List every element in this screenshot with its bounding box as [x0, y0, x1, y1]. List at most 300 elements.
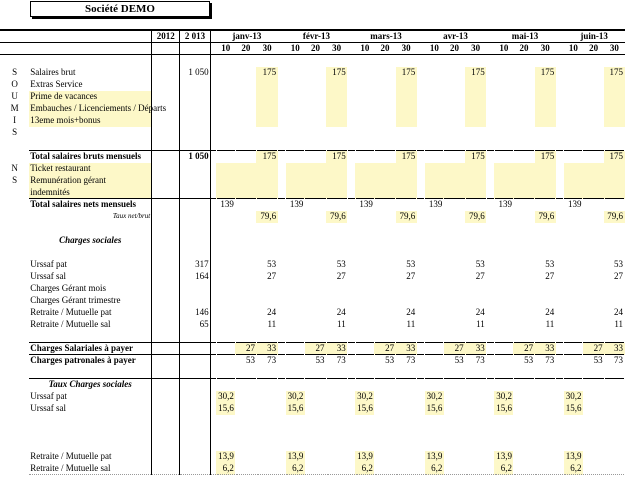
row-ticket-m2-d10[interactable]: [286, 163, 305, 175]
blank-row-m4-d30[interactable]: [465, 415, 486, 427]
row-urssaf-pat-m4-d20[interactable]: [444, 259, 465, 271]
blank-row-m5-d10[interactable]: [494, 247, 513, 259]
spacer[interactable]: [417, 55, 425, 67]
row-charges-heading-m3-d30[interactable]: [396, 235, 417, 247]
spacer[interactable]: [278, 151, 286, 163]
row-taux-retraite-pat-m3-d20[interactable]: [374, 451, 395, 463]
row-taux-urssaf-sal-m3-d10[interactable]: 15,6: [357, 403, 373, 413]
spacer[interactable]: [486, 403, 494, 415]
cell-2013[interactable]: [180, 379, 210, 391]
row-urssaf-pat-m6-d30[interactable]: 53: [604, 259, 624, 271]
row-patronales-m4-d20[interactable]: 53: [444, 355, 465, 367]
row-gerant-mois-m6-d30[interactable]: [604, 283, 624, 295]
cell-2012[interactable]: [152, 391, 180, 403]
row-indemnites-m2-d20[interactable]: [305, 187, 326, 199]
row-patronales-m3-d10[interactable]: [355, 355, 374, 367]
blank-row-m2-d20[interactable]: [305, 223, 326, 235]
row-ticket-m5-d10[interactable]: [494, 163, 513, 175]
row-taux-urssaf-sal-m3-d30[interactable]: [396, 403, 417, 415]
row-total-bruts-m1-d30[interactable]: 175: [256, 151, 277, 163]
row-extras-m2-d10[interactable]: [286, 79, 305, 91]
spacer[interactable]: [278, 403, 286, 415]
blank-row-m2-d30[interactable]: [326, 439, 347, 451]
row-indemnites-m5-d30[interactable]: [535, 187, 556, 199]
row-retraite-pat-m3-d20[interactable]: [374, 307, 395, 319]
spacer[interactable]: [417, 343, 425, 355]
blank-row-m3-d10[interactable]: [355, 139, 374, 151]
row-urssaf-pat-m6-d20[interactable]: [583, 259, 604, 271]
row-taux-retraite-sal-m5-d10[interactable]: 6,2: [494, 463, 513, 475]
row-salariales-m4-d20[interactable]: 27: [444, 343, 465, 355]
cell-2012[interactable]: [152, 211, 180, 223]
row-ticket-m5-d30[interactable]: [535, 163, 556, 175]
row-taux-urssaf-sal-m6-d20[interactable]: [583, 403, 604, 415]
row-taux-heading-m4-d30[interactable]: [465, 379, 486, 391]
cell-2012[interactable]: [152, 439, 180, 451]
blank-row-m6-d20[interactable]: [583, 439, 604, 451]
row-retraite-sal-m2-d20[interactable]: [305, 319, 326, 331]
side-label[interactable]: [1, 271, 29, 283]
row-ticket-m6-d10[interactable]: [564, 163, 583, 175]
blank-row-m6-d20[interactable]: [583, 427, 604, 439]
row-total-bruts-m2-d30[interactable]: 175: [326, 151, 347, 163]
row-ticket-m3-d30[interactable]: [396, 163, 417, 175]
row-salariales-m2-d10[interactable]: [286, 343, 305, 355]
row-prime-m3-d10[interactable]: [355, 91, 374, 103]
spacer[interactable]: [347, 211, 355, 223]
row-salariales-m4-d30[interactable]: 33: [465, 343, 486, 355]
side-label[interactable]: [1, 343, 29, 355]
spacer[interactable]: [347, 331, 355, 343]
cell-2013[interactable]: [180, 463, 210, 475]
blank-row-m3-d30[interactable]: [396, 427, 417, 439]
cell-2013[interactable]: [180, 343, 210, 355]
row-total-bruts-m5-d30[interactable]: 175: [535, 151, 556, 163]
row-blank-s-m1-d20[interactable]: [235, 127, 256, 139]
cell-2013[interactable]: 1 050: [180, 67, 210, 79]
spacer[interactable]: [556, 439, 564, 451]
blank-row-m5-d10[interactable]: [494, 55, 513, 67]
row-urssaf-sal-m4-d20[interactable]: [444, 271, 465, 283]
spacer[interactable]: [556, 127, 564, 139]
blank-row-m3-d20[interactable]: [374, 415, 395, 427]
row-label[interactable]: Urssaf pat: [29, 259, 152, 271]
row-indemnites-m1-d30[interactable]: [256, 187, 277, 199]
blank-row-m5-d20[interactable]: [513, 223, 534, 235]
spacer[interactable]: [556, 91, 564, 103]
spacer[interactable]: [556, 391, 564, 403]
spacer[interactable]: [347, 427, 355, 439]
blank-row-m1-d20[interactable]: [235, 439, 256, 451]
side-label[interactable]: M: [10, 103, 19, 113]
spacer[interactable]: [347, 67, 355, 79]
row-total-bruts-m4-d30[interactable]: 175: [465, 151, 486, 163]
blank-row-m6-d10[interactable]: [564, 223, 583, 235]
row-urssaf-pat-m5-d30[interactable]: 53: [535, 259, 556, 271]
row-taux-net-m5-d20[interactable]: [513, 211, 534, 223]
row-total-bruts-m2-d20[interactable]: [305, 151, 326, 163]
blank-row-m5-d30[interactable]: [535, 223, 556, 235]
spacer[interactable]: [347, 127, 355, 139]
row-patronales-m1-d10[interactable]: [216, 355, 235, 367]
cell-2013[interactable]: 1 050: [180, 151, 210, 163]
row-salaires-brut-m2-d10[interactable]: [286, 67, 305, 79]
spacer[interactable]: [347, 307, 355, 319]
spacer[interactable]: [417, 127, 425, 139]
blank-row-m5-d30[interactable]: [535, 331, 556, 343]
blank-row-m1-d30[interactable]: [256, 415, 277, 427]
row-retraite-sal-m1-d10[interactable]: [216, 319, 235, 331]
row-charges-heading-m6-d30[interactable]: [604, 235, 624, 247]
spacer[interactable]: [347, 151, 355, 163]
row-retraite-pat-m4-d20[interactable]: [444, 307, 465, 319]
row-label[interactable]: [29, 247, 152, 259]
spacer[interactable]: [347, 463, 355, 475]
row-label[interactable]: [29, 139, 152, 151]
row-total-nets-m6-d20[interactable]: [583, 199, 604, 211]
row-gerant-trim-m4-d20[interactable]: [444, 295, 465, 307]
blank-row-m4-d10[interactable]: [425, 415, 444, 427]
blank-row-m4-d20[interactable]: [444, 139, 465, 151]
row-gerant-trim-m6-d20[interactable]: [583, 295, 604, 307]
blank-row-m6-d20[interactable]: [583, 247, 604, 259]
spacer[interactable]: [278, 187, 286, 199]
row-salaires-brut-m5-d30[interactable]: 175: [535, 67, 556, 79]
row-patronales-m1-d20[interactable]: 53: [235, 355, 256, 367]
row-blank-s-m1-d30[interactable]: [256, 127, 277, 139]
row-gerant-mois-m1-d20[interactable]: [235, 283, 256, 295]
spacer[interactable]: [347, 451, 355, 463]
row-urssaf-sal-m1-d20[interactable]: [235, 271, 256, 283]
spacer[interactable]: [278, 79, 286, 91]
row-label[interactable]: Taux Charges sociales: [29, 379, 152, 391]
row-total-bruts-m1-d10[interactable]: [216, 151, 235, 163]
row-taux-retraite-pat-m6-d30[interactable]: [604, 451, 624, 463]
cell-2013[interactable]: [180, 247, 210, 259]
spacer[interactable]: [347, 235, 355, 247]
row-taux-heading-m6-d30[interactable]: [604, 379, 624, 391]
row-indemnites-m6-d30[interactable]: [604, 187, 624, 199]
row-retraite-pat-m2-d30[interactable]: 24: [326, 307, 347, 319]
row-ticket-m6-d20[interactable]: [583, 163, 604, 175]
spacer[interactable]: [347, 319, 355, 331]
spacer[interactable]: [486, 319, 494, 331]
row-taux-heading-m2-d20[interactable]: [305, 379, 326, 391]
row-gerant-trim-m5-d30[interactable]: [535, 295, 556, 307]
blank[interactable]: [180, 43, 210, 55]
row-blank-s-m5-d20[interactable]: [513, 127, 534, 139]
cell-2013[interactable]: [180, 451, 210, 463]
spacer[interactable]: [556, 451, 564, 463]
spacer[interactable]: [486, 235, 494, 247]
row-remuneration-m4-d30[interactable]: [465, 175, 486, 187]
row-label[interactable]: Ticket restaurant: [29, 163, 152, 175]
row-gerant-trim-m6-d30[interactable]: [604, 295, 624, 307]
row-embauches-m5-d30[interactable]: [535, 103, 556, 115]
row-urssaf-pat-m4-d30[interactable]: 53: [465, 259, 486, 271]
row-retraite-sal-m6-d10[interactable]: [564, 319, 583, 331]
row-prime-m5-d10[interactable]: [494, 91, 513, 103]
spacer[interactable]: [556, 427, 564, 439]
spacer[interactable]: [417, 211, 425, 223]
row-charges-heading-m3-d20[interactable]: [374, 235, 395, 247]
row-patronales-m5-d20[interactable]: 53: [513, 355, 534, 367]
row-label[interactable]: Urssaf sal: [29, 271, 152, 283]
row-retraite-pat-m5-d30[interactable]: 24: [535, 307, 556, 319]
side-label[interactable]: [1, 283, 29, 295]
spacer[interactable]: [417, 367, 425, 379]
row-label[interactable]: [29, 439, 152, 451]
day-header[interactable]: 30: [535, 43, 556, 55]
blank-row-m4-d10[interactable]: [425, 367, 444, 379]
row-label[interactable]: Charges sociales: [29, 235, 152, 247]
blank-row-m3-d20[interactable]: [374, 247, 395, 259]
side-label[interactable]: [1, 211, 29, 223]
row-embauches-m4-d20[interactable]: [444, 103, 465, 115]
blank-row-m4-d10[interactable]: [425, 55, 444, 67]
blank-row-m4-d20[interactable]: [444, 223, 465, 235]
row-13eme-m6-d20[interactable]: [583, 115, 604, 127]
row-patronales-m5-d10[interactable]: [494, 355, 513, 367]
row-taux-heading-m6-d20[interactable]: [583, 379, 604, 391]
cell-2012[interactable]: [152, 331, 180, 343]
row-remuneration-m1-d30[interactable]: [256, 175, 277, 187]
row-taux-retraite-sal-m4-d30[interactable]: [465, 463, 486, 475]
row-13eme-m2-d30[interactable]: [326, 115, 347, 127]
row-embauches-m2-d10[interactable]: [286, 103, 305, 115]
row-gerant-mois-m5-d20[interactable]: [513, 283, 534, 295]
blank-row-m3-d10[interactable]: [355, 331, 374, 343]
spacer[interactable]: [556, 379, 564, 391]
spacer[interactable]: [347, 247, 355, 259]
spacer[interactable]: [556, 175, 564, 187]
row-13eme-m3-d30[interactable]: [396, 115, 417, 127]
row-extras-m1-d30[interactable]: [256, 79, 277, 91]
row-taux-urssaf-pat-m6-d20[interactable]: [583, 391, 604, 403]
row-charges-heading-m4-d10[interactable]: [425, 235, 444, 247]
row-13eme-m1-d30[interactable]: [256, 115, 277, 127]
row-salaires-brut-m6-d10[interactable]: [564, 67, 583, 79]
row-ticket-m3-d20[interactable]: [374, 163, 395, 175]
day-header[interactable]: 10: [425, 43, 444, 55]
row-blank-s-m6-d30[interactable]: [604, 127, 624, 139]
cell-2012[interactable]: [152, 55, 180, 67]
blank-row-m3-d20[interactable]: [374, 427, 395, 439]
day-header[interactable]: 30: [604, 43, 624, 55]
row-indemnites-m3-d20[interactable]: [374, 187, 395, 199]
blank-row-m1-d30[interactable]: [256, 439, 277, 451]
row-urssaf-pat-m5-d10[interactable]: [494, 259, 513, 271]
blank-row-m3-d30[interactable]: [396, 223, 417, 235]
side-label[interactable]: [1, 367, 29, 379]
row-taux-urssaf-sal-m3-d20[interactable]: [374, 403, 395, 415]
blank[interactable]: [1, 30, 29, 43]
spacer[interactable]: [278, 30, 286, 43]
blank-row-m6-d30[interactable]: [604, 427, 624, 439]
row-embauches-m3-d10[interactable]: [355, 103, 374, 115]
row-charges-heading-m1-d20[interactable]: [235, 235, 256, 247]
row-gerant-trim-m5-d20[interactable]: [513, 295, 534, 307]
row-salariales-m1-d20[interactable]: 27: [235, 343, 256, 355]
blank-row-m5-d20[interactable]: [513, 139, 534, 151]
side-label[interactable]: [1, 415, 29, 427]
row-gerant-mois-m3-d20[interactable]: [374, 283, 395, 295]
row-urssaf-pat-m2-d20[interactable]: [305, 259, 326, 271]
row-taux-net-m2-d30[interactable]: 79,6: [326, 211, 347, 223]
blank-row-m4-d30[interactable]: [465, 427, 486, 439]
spacer[interactable]: [417, 283, 425, 295]
row-gerant-trim-m3-d10[interactable]: [355, 295, 374, 307]
row-label[interactable]: Total salaires bruts mensuels: [29, 151, 152, 163]
row-charges-heading-m4-d20[interactable]: [444, 235, 465, 247]
row-label[interactable]: Retraite / Mutuelle sal: [29, 463, 152, 475]
row-indemnites-m1-d10[interactable]: [216, 187, 235, 199]
spacer[interactable]: [278, 295, 286, 307]
spacer[interactable]: [486, 331, 494, 343]
blank-row-m1-d10[interactable]: [216, 439, 235, 451]
side-label[interactable]: [1, 151, 29, 163]
cell-2013[interactable]: [180, 187, 210, 199]
blank-row-m3-d30[interactable]: [396, 367, 417, 379]
spacer[interactable]: [417, 235, 425, 247]
row-extras-m2-d30[interactable]: [326, 79, 347, 91]
blank-row-m1-d20[interactable]: [235, 427, 256, 439]
row-blank-s-m5-d10[interactable]: [494, 127, 513, 139]
row-salaires-brut-m3-d30[interactable]: 175: [396, 67, 417, 79]
spacer[interactable]: [347, 415, 355, 427]
cell-2012[interactable]: [152, 127, 180, 139]
row-salaires-brut-m2-d30[interactable]: 175: [326, 67, 347, 79]
row-13eme-m1-d10[interactable]: [216, 115, 235, 127]
spacer[interactable]: [278, 355, 286, 367]
blank-row-m6-d30[interactable]: [604, 55, 624, 67]
side-label[interactable]: [1, 379, 29, 391]
row-taux-retraite-sal-m3-d10[interactable]: 6,2: [355, 463, 374, 475]
row-urssaf-sal-m2-d20[interactable]: [305, 271, 326, 283]
blank-row-m6-d20[interactable]: [583, 415, 604, 427]
row-taux-retraite-pat-m4-d30[interactable]: [465, 451, 486, 463]
row-embauches-m6-d10[interactable]: [564, 103, 583, 115]
spacer[interactable]: [347, 283, 355, 295]
spacer[interactable]: [486, 187, 494, 199]
blank-row-m3-d10[interactable]: [355, 427, 374, 439]
day-header[interactable]: 10: [286, 43, 305, 55]
row-salariales-m1-d10[interactable]: [216, 343, 235, 355]
cell-2012[interactable]: [152, 67, 180, 79]
cell-2013[interactable]: [180, 283, 210, 295]
spacer[interactable]: [486, 307, 494, 319]
row-remuneration-m6-d20[interactable]: [583, 175, 604, 187]
row-patronales-m2-d10[interactable]: [286, 355, 305, 367]
blank-row-m1-d20[interactable]: [235, 139, 256, 151]
blank-row-m6-d10[interactable]: [564, 139, 583, 151]
row-taux-heading-m2-d10[interactable]: [286, 379, 305, 391]
row-taux-retraite-pat-m4-d20[interactable]: [444, 451, 465, 463]
row-patronales-m2-d20[interactable]: 53: [305, 355, 326, 367]
spacer[interactable]: [486, 103, 494, 115]
blank-row-m4-d10[interactable]: [425, 439, 444, 451]
row-total-bruts-m4-d10[interactable]: [425, 151, 444, 163]
row-taux-urssaf-sal-m4-d30[interactable]: [465, 403, 486, 415]
row-urssaf-pat-m1-d30[interactable]: 53: [256, 259, 277, 271]
day-header[interactable]: 10: [494, 43, 513, 55]
row-charges-heading-m6-d20[interactable]: [583, 235, 604, 247]
blank-row-m4-d30[interactable]: [465, 367, 486, 379]
side-label[interactable]: [1, 55, 29, 67]
spacer[interactable]: [417, 223, 425, 235]
row-remuneration-m3-d10[interactable]: [355, 175, 374, 187]
row-retraite-sal-m2-d10[interactable]: [286, 319, 305, 331]
row-label[interactable]: Prime de vacances: [29, 91, 152, 103]
cell-2013[interactable]: [180, 103, 210, 115]
row-retraite-pat-m4-d30[interactable]: 24: [465, 307, 486, 319]
blank-row-m1-d30[interactable]: [256, 223, 277, 235]
blank-row-m2-d30[interactable]: [326, 247, 347, 259]
cell-2013[interactable]: [180, 403, 210, 415]
row-taux-heading-m1-d30[interactable]: [256, 379, 277, 391]
spacer[interactable]: [278, 427, 286, 439]
row-salaires-brut-m4-d30[interactable]: 175: [465, 67, 486, 79]
row-taux-net-m5-d30[interactable]: 79,6: [535, 211, 556, 223]
row-taux-urssaf-pat-m6-d10[interactable]: 30,2: [565, 391, 582, 401]
row-indemnites-m5-d10[interactable]: [494, 187, 513, 199]
day-header[interactable]: 30: [465, 43, 486, 55]
blank-row-m2-d30[interactable]: [326, 139, 347, 151]
row-indemnites-m4-d20[interactable]: [444, 187, 465, 199]
month-header-1[interactable]: janv-13: [216, 30, 277, 43]
spacer[interactable]: [347, 55, 355, 67]
month-header-5[interactable]: mai-13: [494, 30, 555, 43]
spacer[interactable]: [556, 355, 564, 367]
row-blank-s-m2-d10[interactable]: [286, 127, 305, 139]
side-label[interactable]: [1, 295, 29, 307]
row-indemnites-m5-d20[interactable]: [513, 187, 534, 199]
row-extras-m3-d20[interactable]: [374, 79, 395, 91]
row-retraite-pat-m5-d20[interactable]: [513, 307, 534, 319]
row-salariales-m2-d30[interactable]: 33: [326, 343, 347, 355]
blank-row-m3-d30[interactable]: [396, 55, 417, 67]
row-gerant-mois-m1-d10[interactable]: [216, 283, 235, 295]
row-taux-retraite-pat-m2-d10[interactable]: 13,9: [287, 451, 304, 461]
blank-row-m1-d10[interactable]: [216, 55, 235, 67]
row-taux-retraite-pat-m5-d10[interactable]: 13,9: [496, 451, 512, 461]
row-salaires-brut-m5-d10[interactable]: [494, 67, 513, 79]
row-taux-urssaf-sal-m2-d10[interactable]: 15,6: [287, 403, 304, 413]
cell-2012[interactable]: [152, 235, 180, 247]
row-urssaf-sal-m4-d30[interactable]: 27: [465, 271, 486, 283]
blank-row-m1-d30[interactable]: [256, 427, 277, 439]
side-label[interactable]: S: [12, 175, 18, 185]
spacer[interactable]: [556, 319, 564, 331]
spacer[interactable]: [278, 283, 286, 295]
blank-row-m5-d30[interactable]: [535, 247, 556, 259]
row-taux-retraite-pat-m2-d30[interactable]: [326, 451, 347, 463]
row-salariales-m4-d10[interactable]: [425, 343, 444, 355]
cell-2012[interactable]: [152, 355, 180, 367]
spacer[interactable]: [486, 355, 494, 367]
row-taux-net-m4-d30[interactable]: 79,6: [465, 211, 486, 223]
row-remuneration-m4-d20[interactable]: [444, 175, 465, 187]
blank-row-m5-d30[interactable]: [535, 55, 556, 67]
row-salariales-m3-d30[interactable]: 33: [396, 343, 417, 355]
spacer[interactable]: [278, 67, 286, 79]
blank-row-m2-d10[interactable]: [286, 223, 305, 235]
blank[interactable]: [29, 30, 152, 43]
row-taux-urssaf-sal-m2-d30[interactable]: [326, 403, 347, 415]
row-urssaf-pat-m2-d30[interactable]: 53: [326, 259, 347, 271]
row-13eme-m1-d20[interactable]: [235, 115, 256, 127]
blank[interactable]: [152, 43, 180, 55]
